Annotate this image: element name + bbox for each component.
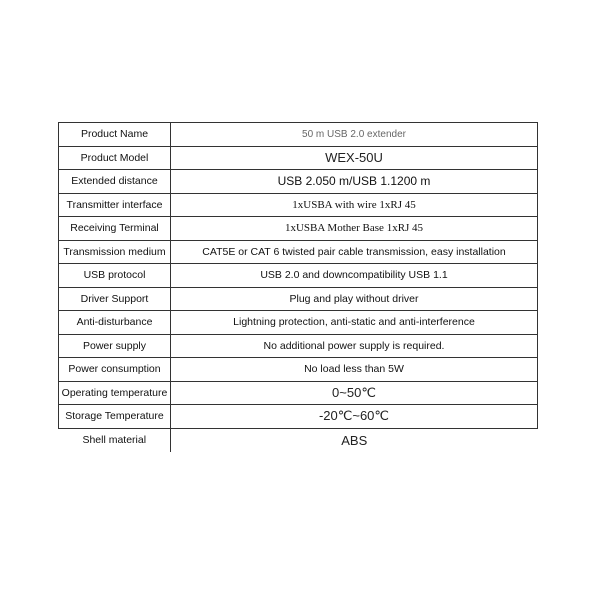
spec-value: Plug and play without driver <box>171 287 538 311</box>
spec-value: USB 2.0 and downcompatibility USB 1.1 <box>171 264 538 288</box>
spec-value: 1xUSBA with wire 1xRJ 45 <box>171 193 538 217</box>
spec-value: No load less than 5W <box>171 358 538 382</box>
spec-value: USB 2.050 m/USB 1.1200 m <box>171 170 538 194</box>
table-row <box>59 264 538 288</box>
spec-label: Product Name <box>59 123 171 147</box>
spec-label: Product Model <box>59 146 171 170</box>
spec-value: Lightning protection, anti-static and anti-interference <box>171 311 538 335</box>
spec-value: 50 m USB 2.0 extender <box>171 123 538 147</box>
spec-label: Extended distance <box>59 170 171 194</box>
table-row <box>59 170 538 194</box>
table-row <box>59 428 538 452</box>
spec-label: USB protocol <box>59 264 171 288</box>
spec-label: Storage Temperature <box>59 405 171 429</box>
spec-value: -20℃~60℃ <box>171 405 538 429</box>
table-row <box>59 311 538 335</box>
spec-value: ABS <box>171 428 538 452</box>
spec-value: 0~50℃ <box>171 381 538 405</box>
spec-label: Shell material <box>59 428 171 452</box>
spec-value: WEX-50U <box>171 146 538 170</box>
table-row <box>59 334 538 358</box>
spec-label: Operating temperature <box>59 381 171 405</box>
table-row <box>59 217 538 241</box>
table-row <box>59 240 538 264</box>
spec-label: Anti-disturbance <box>59 311 171 335</box>
spec-value: 1xUSBA Mother Base 1xRJ 45 <box>171 217 538 241</box>
table-row <box>59 358 538 382</box>
spec-value: CAT5E or CAT 6 twisted pair cable transmission, easy installation <box>171 240 538 264</box>
spec-label: Transmitter interface <box>59 193 171 217</box>
table-row <box>59 381 538 405</box>
spec-label: Power consumption <box>59 358 171 382</box>
table-row <box>59 123 538 147</box>
spec-label: Receiving Terminal <box>59 217 171 241</box>
spec-value: No additional power supply is required. <box>171 334 538 358</box>
spec-label: Power supply <box>59 334 171 358</box>
table-row <box>59 287 538 311</box>
table-row <box>59 405 538 429</box>
table-row <box>59 193 538 217</box>
spec-label: Transmission medium <box>59 240 171 264</box>
spec-table <box>58 122 538 452</box>
table-row <box>59 146 538 170</box>
spec-label: Driver Support <box>59 287 171 311</box>
